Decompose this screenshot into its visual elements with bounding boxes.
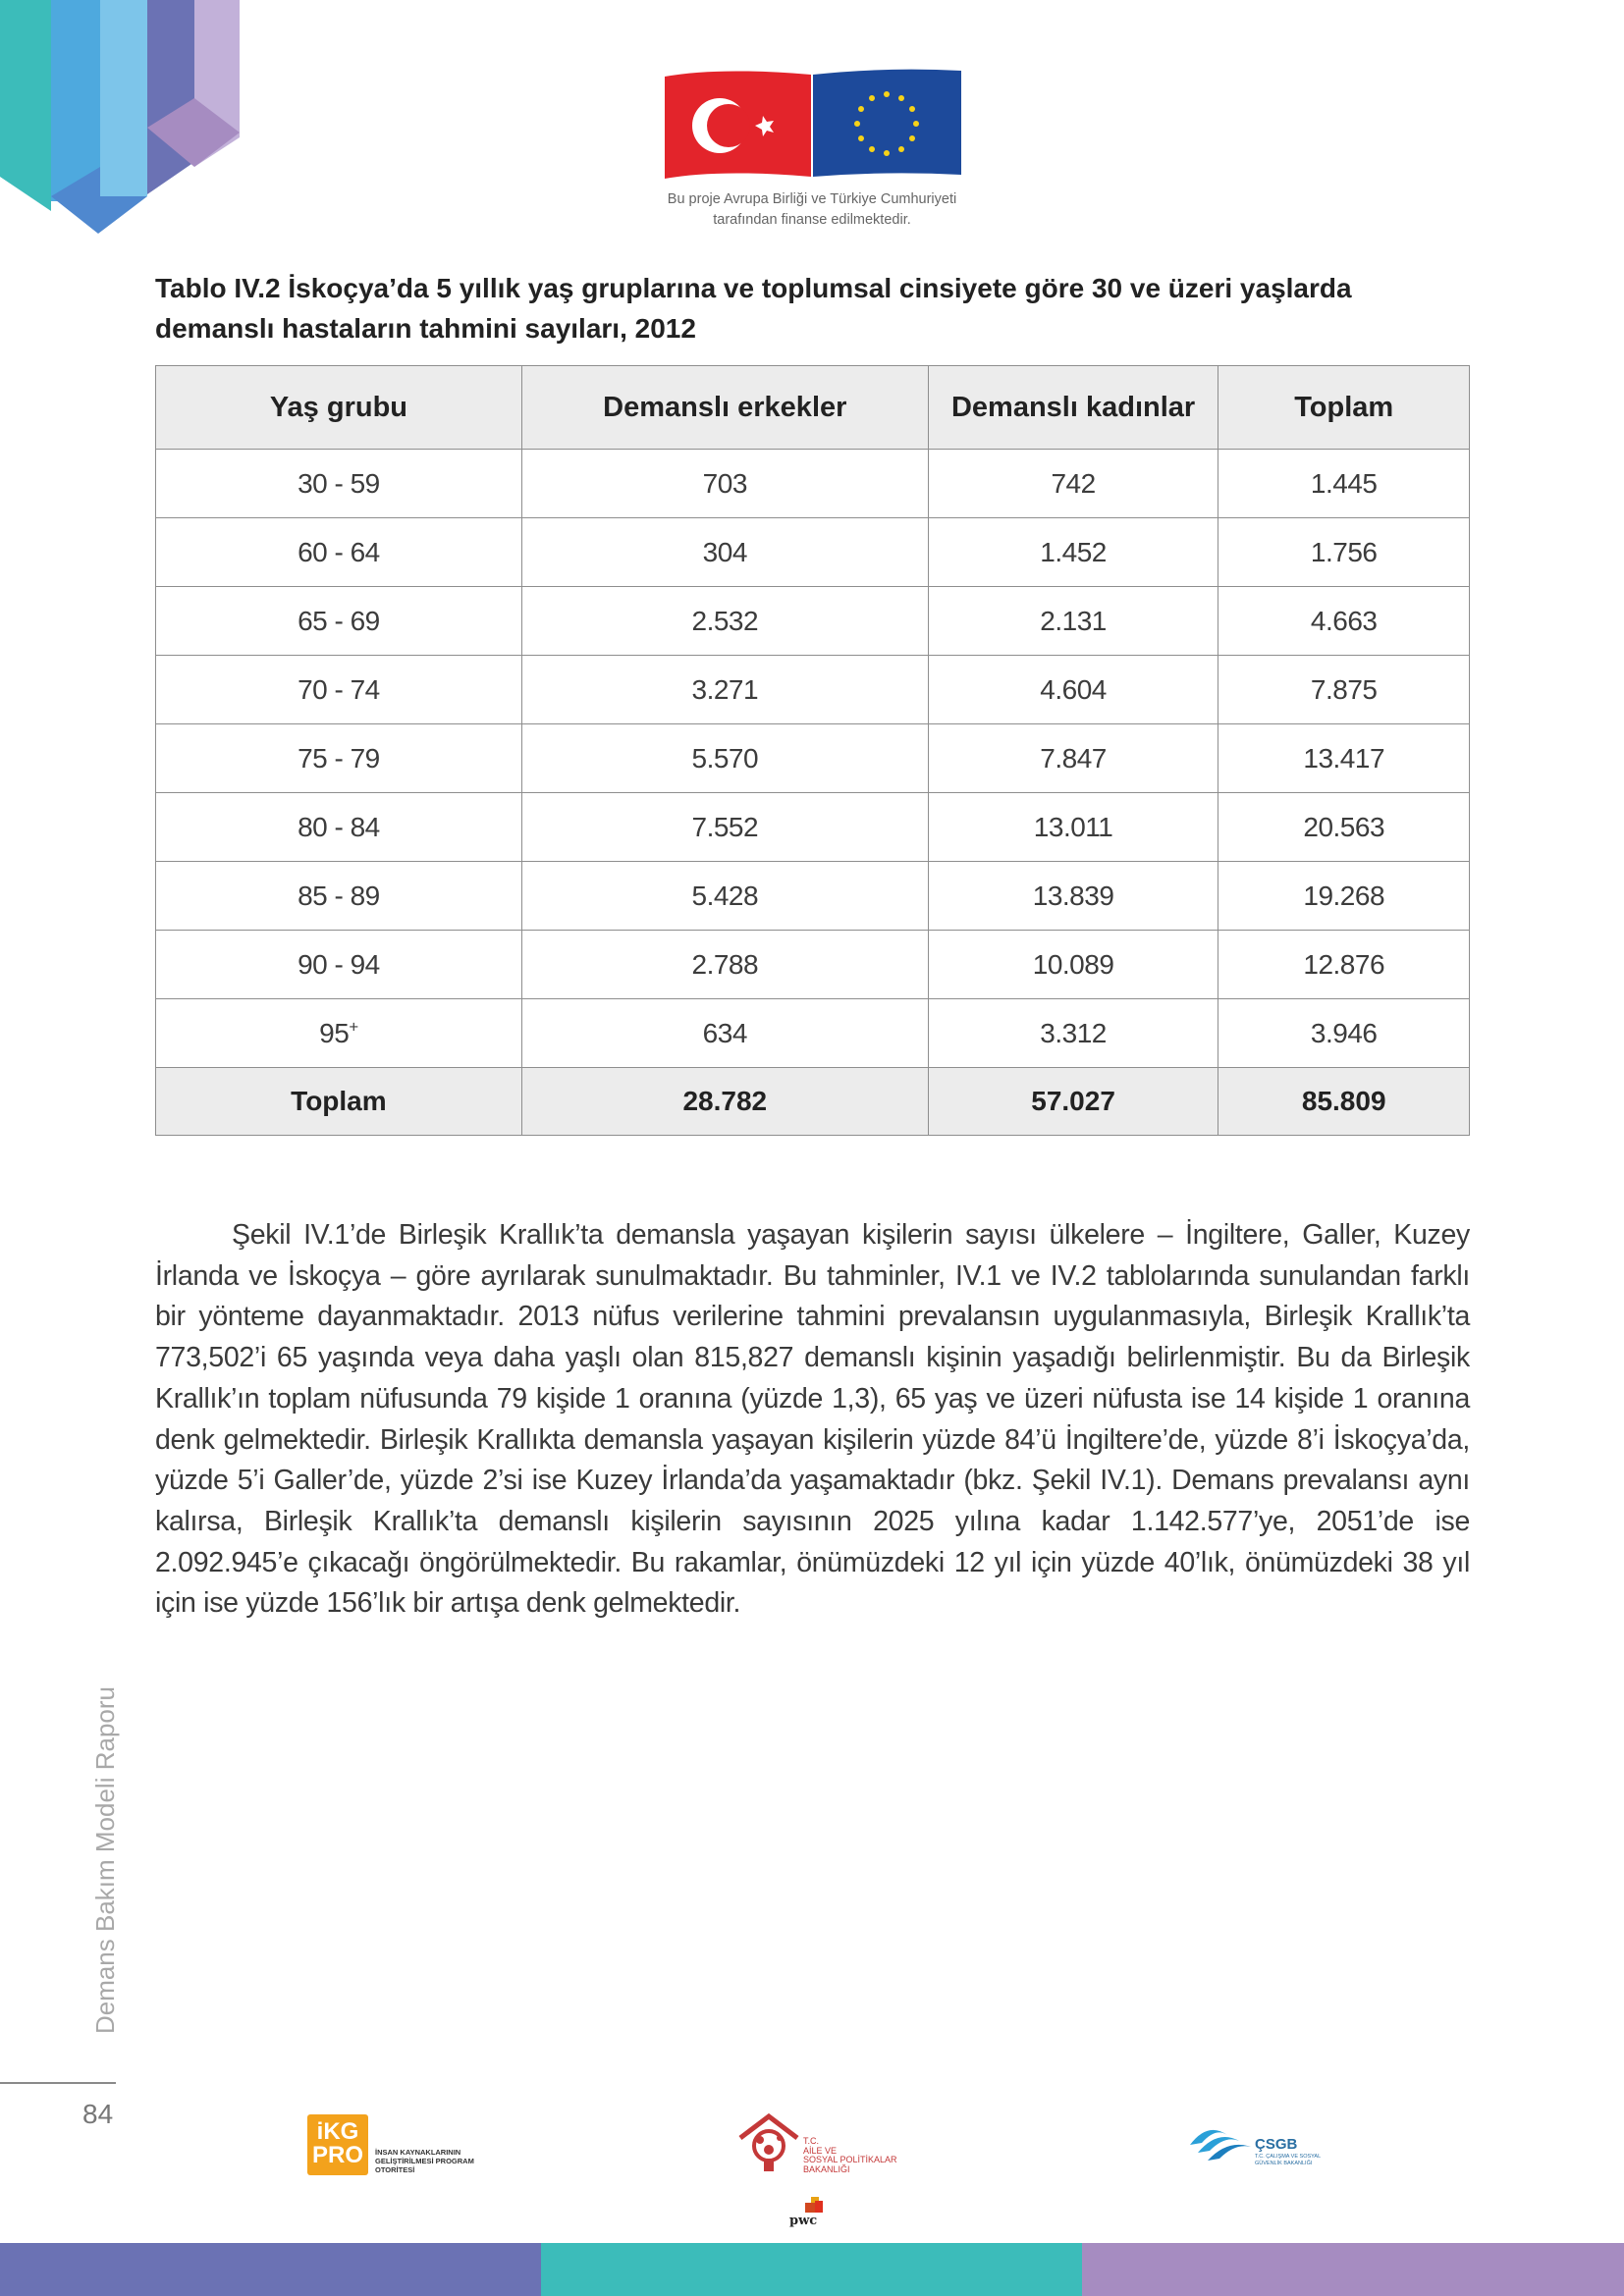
cell-age: 75 - 79	[156, 724, 522, 793]
cell-women: 13.839	[928, 862, 1218, 931]
cell-age: 85 - 89	[156, 862, 522, 931]
pwc-text: pwc	[789, 2214, 818, 2228]
cell-men: 304	[521, 518, 928, 587]
total-women: 57.027	[928, 1068, 1218, 1136]
page-number: 84	[82, 2099, 114, 2129]
cell-age: 80 - 84	[156, 793, 522, 862]
bottom-bar-purple	[1082, 2243, 1624, 2296]
bottom-color-bar	[0, 2243, 1624, 2296]
table-title: Tablo IV.2 İskoçya’da 5 yıllık yaş gruplarına ve toplumsal cinsiyete göre 30 ve üzeri yaşlarda demanslı hastaların tahmini sayıları, 2012	[155, 273, 1352, 344]
bottom-bar-blue	[0, 2243, 541, 2296]
col-header-women: Demanslı kadınlar	[928, 366, 1218, 450]
cell-men: 5.428	[521, 862, 928, 931]
sidebar-rule	[0, 2082, 116, 2084]
cell-men: 3.271	[521, 656, 928, 724]
cell-women: 4.604	[928, 656, 1218, 724]
cell-total: 4.663	[1218, 587, 1470, 656]
cell-age: 30 - 59	[156, 450, 522, 518]
col-header-men: Demanslı erkekler	[521, 366, 928, 450]
funding-note	[550, 189, 1074, 231]
total-label: Toplam	[156, 1068, 522, 1136]
aile-bakanligi-logo	[736, 2110, 897, 2174]
funding-line-2: tarafından finanse edilmektedir.	[713, 212, 911, 228]
aile-line4: BAKANLIĞI	[803, 2163, 850, 2174]
cell-men: 2.532	[521, 587, 928, 656]
ikg-pro-mark	[307, 2114, 368, 2175]
cell-men: 703	[521, 450, 928, 518]
table-total-row	[156, 1068, 1470, 1136]
cell-age: 70 - 74	[156, 656, 522, 724]
cell-total: 19.268	[1218, 862, 1470, 931]
table-row	[156, 931, 1470, 999]
cell-women: 13.011	[928, 793, 1218, 862]
table-row	[156, 656, 1470, 724]
tr-eu-flags	[661, 67, 963, 183]
cell-total: 1.445	[1218, 450, 1470, 518]
cell-total: 12.876	[1218, 931, 1470, 999]
cell-women: 742	[928, 450, 1218, 518]
cell-women: 10.089	[928, 931, 1218, 999]
aile-line1: T.C.	[803, 2136, 820, 2146]
cell-total: 1.756	[1218, 518, 1470, 587]
table-header-row	[156, 366, 1470, 450]
ikg-pro-logo	[307, 2114, 479, 2177]
total-all: 85.809	[1218, 1068, 1470, 1136]
ikg-mark-line1: iKG	[316, 2118, 359, 2145]
cell-women: 2.131	[928, 587, 1218, 656]
ikg-pro-text: İNSAN KAYNAKLARININ GELİŞTİRİLMESİ PROGRAM OTORİTESİ	[375, 2148, 474, 2174]
table-row	[156, 518, 1470, 587]
table-row	[156, 450, 1470, 518]
cell-women: 7.847	[928, 724, 1218, 793]
funding-line-1: Bu proje Avrupa Birliği ve Türkiye Cumhuriyeti	[667, 191, 957, 207]
cell-age: 60 - 64	[156, 518, 522, 587]
report-title-vertical	[90, 1686, 130, 2069]
cell-men: 2.788	[521, 931, 928, 999]
cell-age: 90 - 94	[156, 931, 522, 999]
cell-age-plus: +	[349, 1017, 358, 1037]
csgb-logo	[1188, 2113, 1326, 2174]
cell-men: 7.552	[521, 793, 928, 862]
aile-line2: AİLE VE	[803, 2145, 838, 2156]
corner-decoration	[0, 0, 245, 236]
cell-total: 20.563	[1218, 793, 1470, 862]
aile-bakanligi-text	[803, 2137, 901, 2174]
csgb-wave-icon	[1188, 2117, 1253, 2163]
family-house-icon	[736, 2110, 801, 2173]
col-header-age: Yaş grubu	[156, 366, 522, 450]
col-header-total: Toplam	[1218, 366, 1470, 450]
table-row	[156, 724, 1470, 793]
body-paragraph: Şekil IV.1’de Birleşik Krallık’ta demansla yaşayan kişilerin sayısı ülkelere – İngiltere, Galler, Kuzey İrlanda ve İskoçya – göre ayrılarak sunulmaktadır. Bu tahminler, IV.1 ve IV.2 tablolarında sunulandan farklı bir yönteme dayanmaktadır. 2013 nüfus verilerine tahmini prevalansın uygulanmasıyla, Birleşik Krallık’ta 773,502’i 65 yaşında veya daha yaşlı olan 815,827 demanslı kişinin yaşadığı belirlenmiştir. Bu da Birleşik Krallık’ın toplam nüfusunda 79 kişide 1 oranına (yüzde 1,3), 65 yaş ve üzeri nüfusta ise 14 kişide 1 oranına denk gelmektedir. Birleşik Krallıkta demansla yaşayan kişilerin yüzde 84’ü İngiltere’de, yüzde 8’i İskoçya’da, yüzde 5’i Galler’de, yüzde 2’si ise Kuzey İrlanda’da yaşamaktadır (bkz. Şekil IV.1). Demans prevalansı aynı kalırsa, Birleşik Krallık’ta demanslı kişilerin sayısının 2025 yılına kadar 1.142.577’ye, 2051’de ise 2.092.945’e çıkacağı öngörülmektedir. Bu rakamlar, önümüzdeki 12 yıl için yüzde 40’lık, önümüzdeki 38 yıl için ise yüzde 156’lık bir artışa denk gelmektedir.	[155, 1219, 1470, 1620]
cell-women: 1.452	[928, 518, 1218, 587]
ikg-mark-line2: PRO	[311, 2142, 363, 2168]
report-title-text: Demans Bakım Modeli Raporu	[90, 1686, 120, 2035]
table-row	[156, 587, 1470, 656]
pwc-logo	[789, 2195, 829, 2230]
cell-age: 65 - 69	[156, 587, 522, 656]
table-row	[156, 862, 1470, 931]
csgb-subtext: T.C. ÇALIŞMA VE SOSYAL GÜVENLİK BAKANLIĞI	[1255, 2154, 1321, 2166]
body-text	[155, 1215, 1470, 1625]
cell-age-value: 95	[319, 1017, 350, 1048]
bottom-bar-teal	[541, 2243, 1082, 2296]
cell-age	[156, 999, 522, 1068]
cell-total: 13.417	[1218, 724, 1470, 793]
csgb-text: ÇSGB	[1255, 2136, 1298, 2153]
cell-women: 3.312	[928, 999, 1218, 1068]
cell-men: 634	[521, 999, 928, 1068]
table-row	[156, 793, 1470, 862]
cell-total: 3.946	[1218, 999, 1470, 1068]
aile-line3: SOSYAL POLİTİKALAR	[803, 2155, 897, 2164]
dementia-table	[155, 365, 1470, 1136]
cell-men: 5.570	[521, 724, 928, 793]
table-row	[156, 999, 1470, 1068]
pwc-mark-icon	[801, 2195, 829, 2215]
total-men: 28.782	[521, 1068, 928, 1136]
cell-total: 7.875	[1218, 656, 1470, 724]
